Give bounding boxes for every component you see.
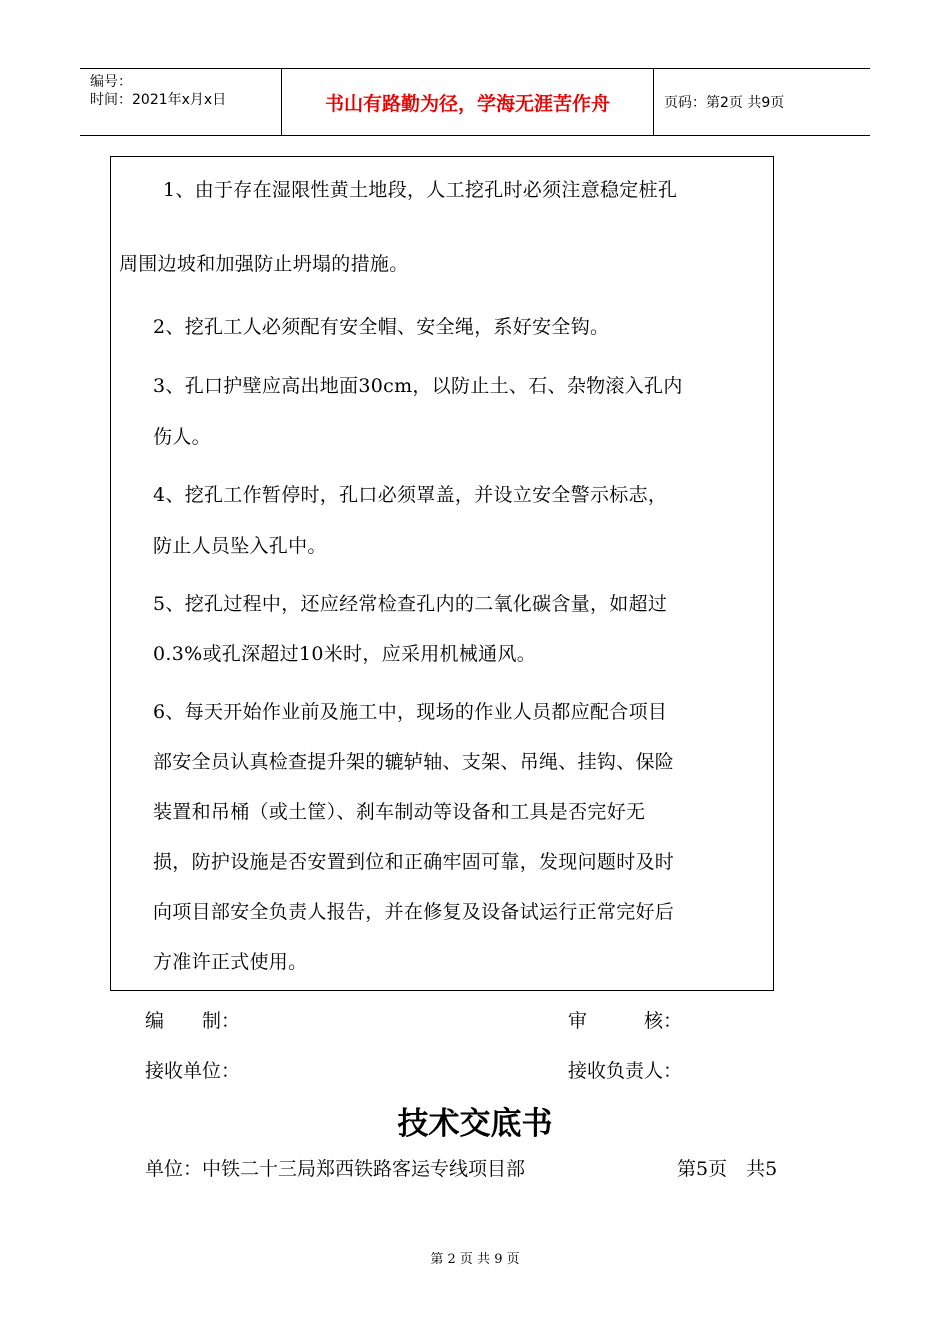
content-box	[110, 156, 774, 991]
header-motto: 书山有路勤为径，学海无涯苦作舟	[282, 69, 654, 135]
receive-unit-label: 接收单位：	[145, 1060, 241, 1082]
content-line: 伤人。	[153, 426, 211, 448]
content-line: 方准许正式使用。	[153, 951, 308, 973]
header-number-label: 编号：	[90, 74, 132, 90]
compile-label: 编 制：	[145, 1010, 241, 1032]
header-left-cell	[80, 69, 282, 135]
content-line: 5、挖孔过程中，还应经常检查孔内的二氧化碳含量，如超过	[153, 593, 668, 615]
section-title: 技术交底书	[397, 1106, 553, 1142]
page-header	[80, 68, 870, 136]
content-line: 2、挖孔工人必须配有安全帽、安全绳，系好安全钩。	[153, 316, 610, 338]
content-line: 3、孔口护壁应高出地面30cm，以防止土、石、杂物滚入孔内	[153, 375, 683, 397]
receive-person-label: 接收负责人：	[568, 1060, 683, 1082]
unit-line: 单位：中铁二十三局郑西铁路客运专线项目部	[145, 1158, 526, 1180]
content-line: 防止人员坠入孔中。	[153, 535, 327, 557]
content-line: 0.3%或孔深超过10米时，应采用机械通风。	[153, 643, 537, 665]
content-line: 6、每天开始作业前及施工中，现场的作业人员都应配合项目	[153, 701, 668, 723]
content-line: 部安全员认真检查提升架的辘轳轴、支架、吊绳、挂钩、保险	[153, 751, 675, 773]
header-page-code: 页码：第2页 共9页	[664, 95, 785, 111]
header-time-label: 时间：2021年x月x日	[90, 92, 227, 108]
content-line: 向项目部安全负责人报告，并在修复及设备试运行正常完好后	[153, 901, 675, 923]
content-line: 装置和吊桶（或土筐）、刹车制动等设备和工具是否完好无	[153, 801, 646, 823]
section-page-label: 第5页 共5	[677, 1158, 778, 1180]
content-line: 1、由于存在湿限性黄土地段，人工挖孔时必须注意稳定桩孔	[163, 179, 678, 201]
content-line: 周围边坡和加强防止坍塌的措施。	[119, 253, 409, 275]
review-label: 审 核：	[568, 1010, 683, 1032]
page-footer: 第 2 页 共 9 页	[430, 1252, 520, 1267]
content-line: 损，防护设施是否安置到位和正确牢固可靠，发现问题时及时	[153, 851, 675, 873]
content-line: 4、挖孔工作暂停时，孔口必须罩盖，并设立安全警示标志，	[153, 484, 668, 506]
